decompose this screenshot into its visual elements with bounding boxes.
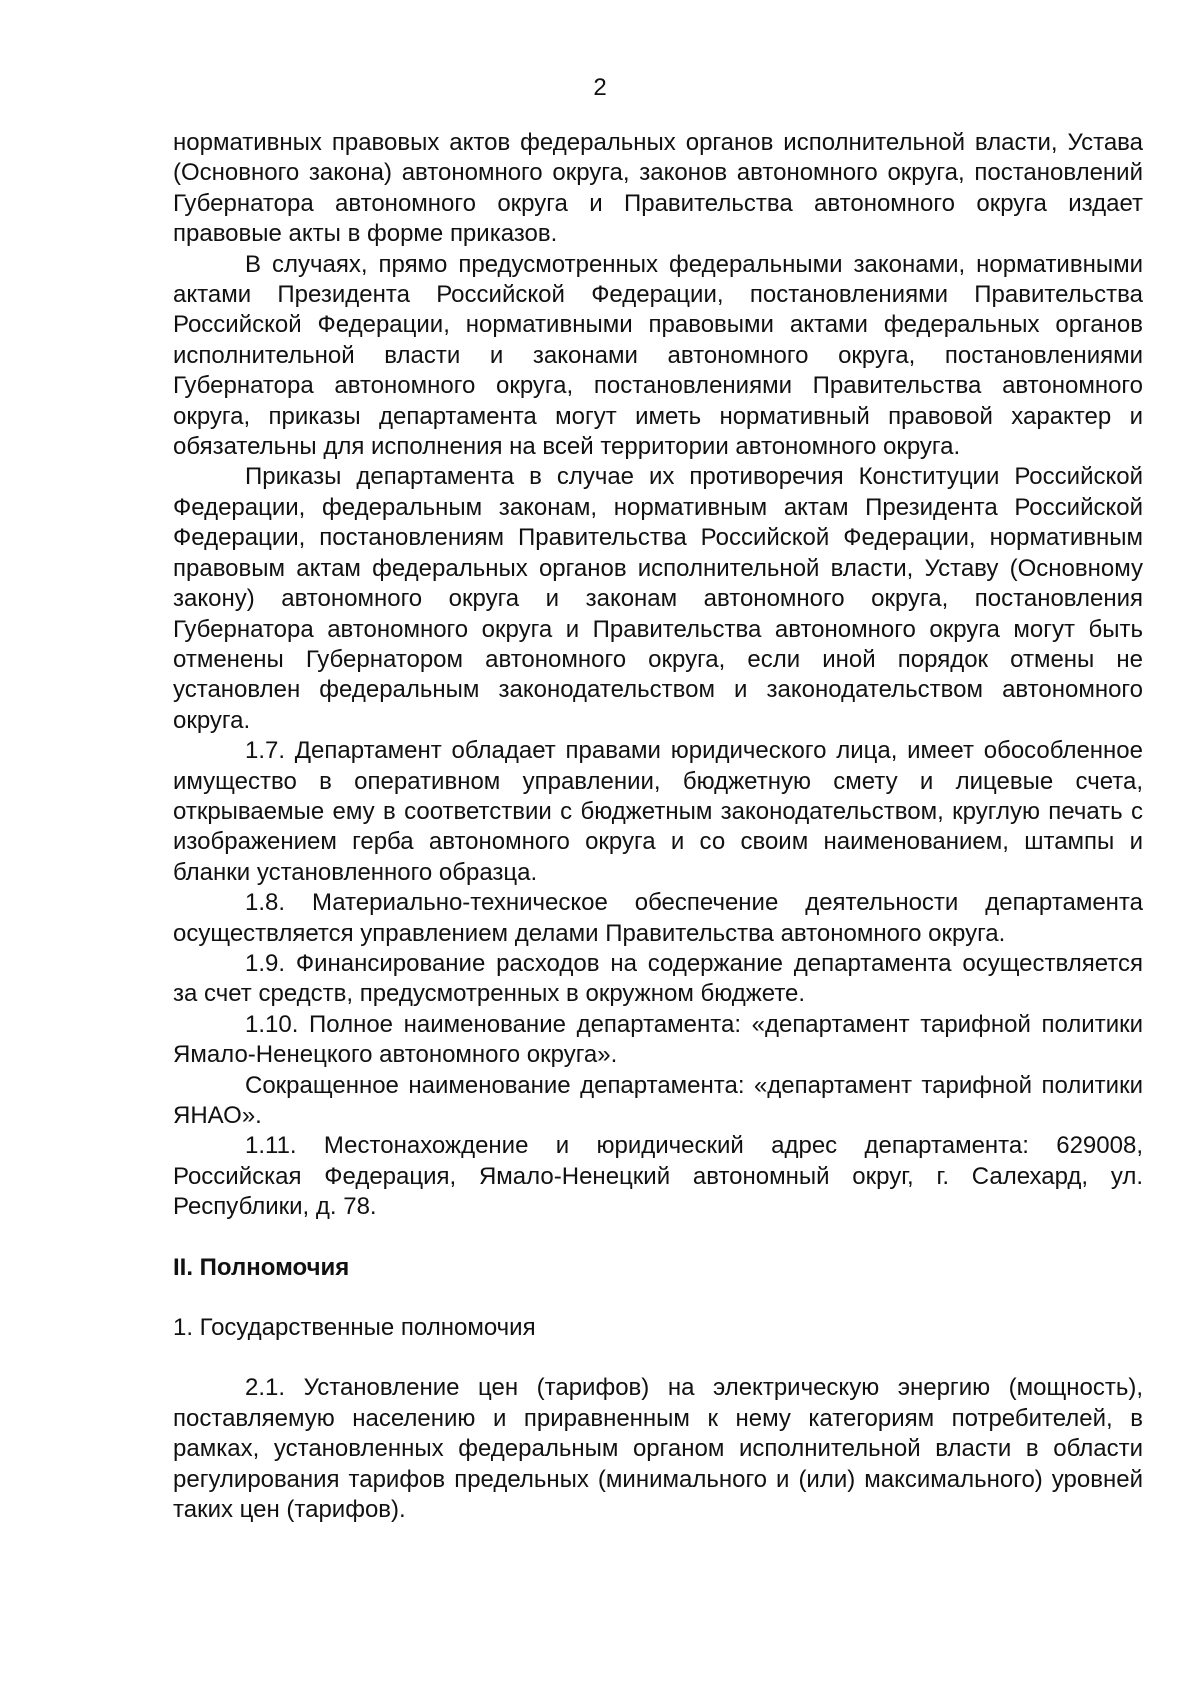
paragraph-1-11: 1.11. Местонахождение и юридический адрес департамента: 629008, Российская Федерация, Ямало-Ненецкий автономный округ, г. Салехард, ул. Республики, д. 78. bbox=[173, 1132, 1143, 1221]
paragraph-1-7: 1.7. Департамент обладает правами юридического лица, имеет обособленное имущество в оперативном управлении, бюджетную смету и лицевые счета, открываемые ему в соответствии с бюджетным законодательством, круглую печать с изображением герба автономного округа и со своим наименованием, штампы и бланки установленного образца. bbox=[173, 737, 1143, 886]
document-body bbox=[173, 128, 1143, 1525]
paragraph-normative-character: В случаях, прямо предусмотренных федеральными законами, нормативными актами Президента Российской Федерации, постановлениями Правительства Российской Федерации, нормативными правовыми актами федеральных органов исполнительной власти и законами автономного округа, постановлениями Губернатора автономного округа, постановлениями Правительства автономного округа, приказы департамента могут иметь нормативный правовой характер и обязательны для исполнения на всей территории автономного округа. bbox=[173, 250, 1143, 461]
paragraph-2-1: 2.1. Установление цен (тарифов) на электрическую энергию (мощность), поставляемую населению и приравненным к нему категориям потребителей, в рамках, установленных федеральным органом исполнительной власти в области регулирования тарифов предельных (минимального и (или) максимального) уровней таких цен (тарифов). bbox=[173, 1374, 1143, 1524]
paragraph-1-10: 1.10. Полное наименование департамента: «департамент тарифной политики Ямало-Ненецкого автономного округа». bbox=[173, 1010, 1143, 1069]
paragraph-continuation: нормативных правовых актов федеральных органов исполнительной власти, Устава (Основного закона) автономного округа, законов автономного округа, постановлений Губернатора автономного округа и Правительства автономного округа издает правовые акты в форме приказов. bbox=[173, 129, 1143, 248]
spacer bbox=[173, 1343, 1143, 1373]
paragraph-1-8: 1.8. Материально-техническое обеспечение деятельности департамента осуществляется управлением делами Правительства автономного округа. bbox=[173, 889, 1143, 947]
spacer bbox=[173, 1283, 1143, 1313]
spacer bbox=[173, 1223, 1143, 1253]
paragraph-short-name: Сокращенное наименование департамента: «департамент тарифной политики ЯНАО». bbox=[173, 1071, 1143, 1129]
subsection-title: 1. Государственные полномочия bbox=[173, 1314, 536, 1342]
paragraph-orders-cancellation: Приказы департамента в случае их противоречия Конституции Российской Федерации, федеральным законам, нормативным актам Президента Российской Федерации, постановлениям Правительства Российской Федерации, нормативным правовым актам федеральных органов исполнительной власти, Уставу (Основному закону) автономного округа и законам автономного округа, постановления Губернатора автономного округа и Правительства автономного округа могут быть отменены Губернатором автономного округа, если иной порядок отмены не установлен федеральным законодательством и законодательством автономного округа. bbox=[173, 463, 1143, 734]
page-number: 2 bbox=[593, 74, 607, 101]
paragraph-1-9: 1.9. Финансирование расходов на содержание департамента осуществляется за счет средств, предусмотренных в окружном бюджете. bbox=[173, 949, 1143, 1008]
section-title: II. Полномочия bbox=[173, 1253, 350, 1281]
